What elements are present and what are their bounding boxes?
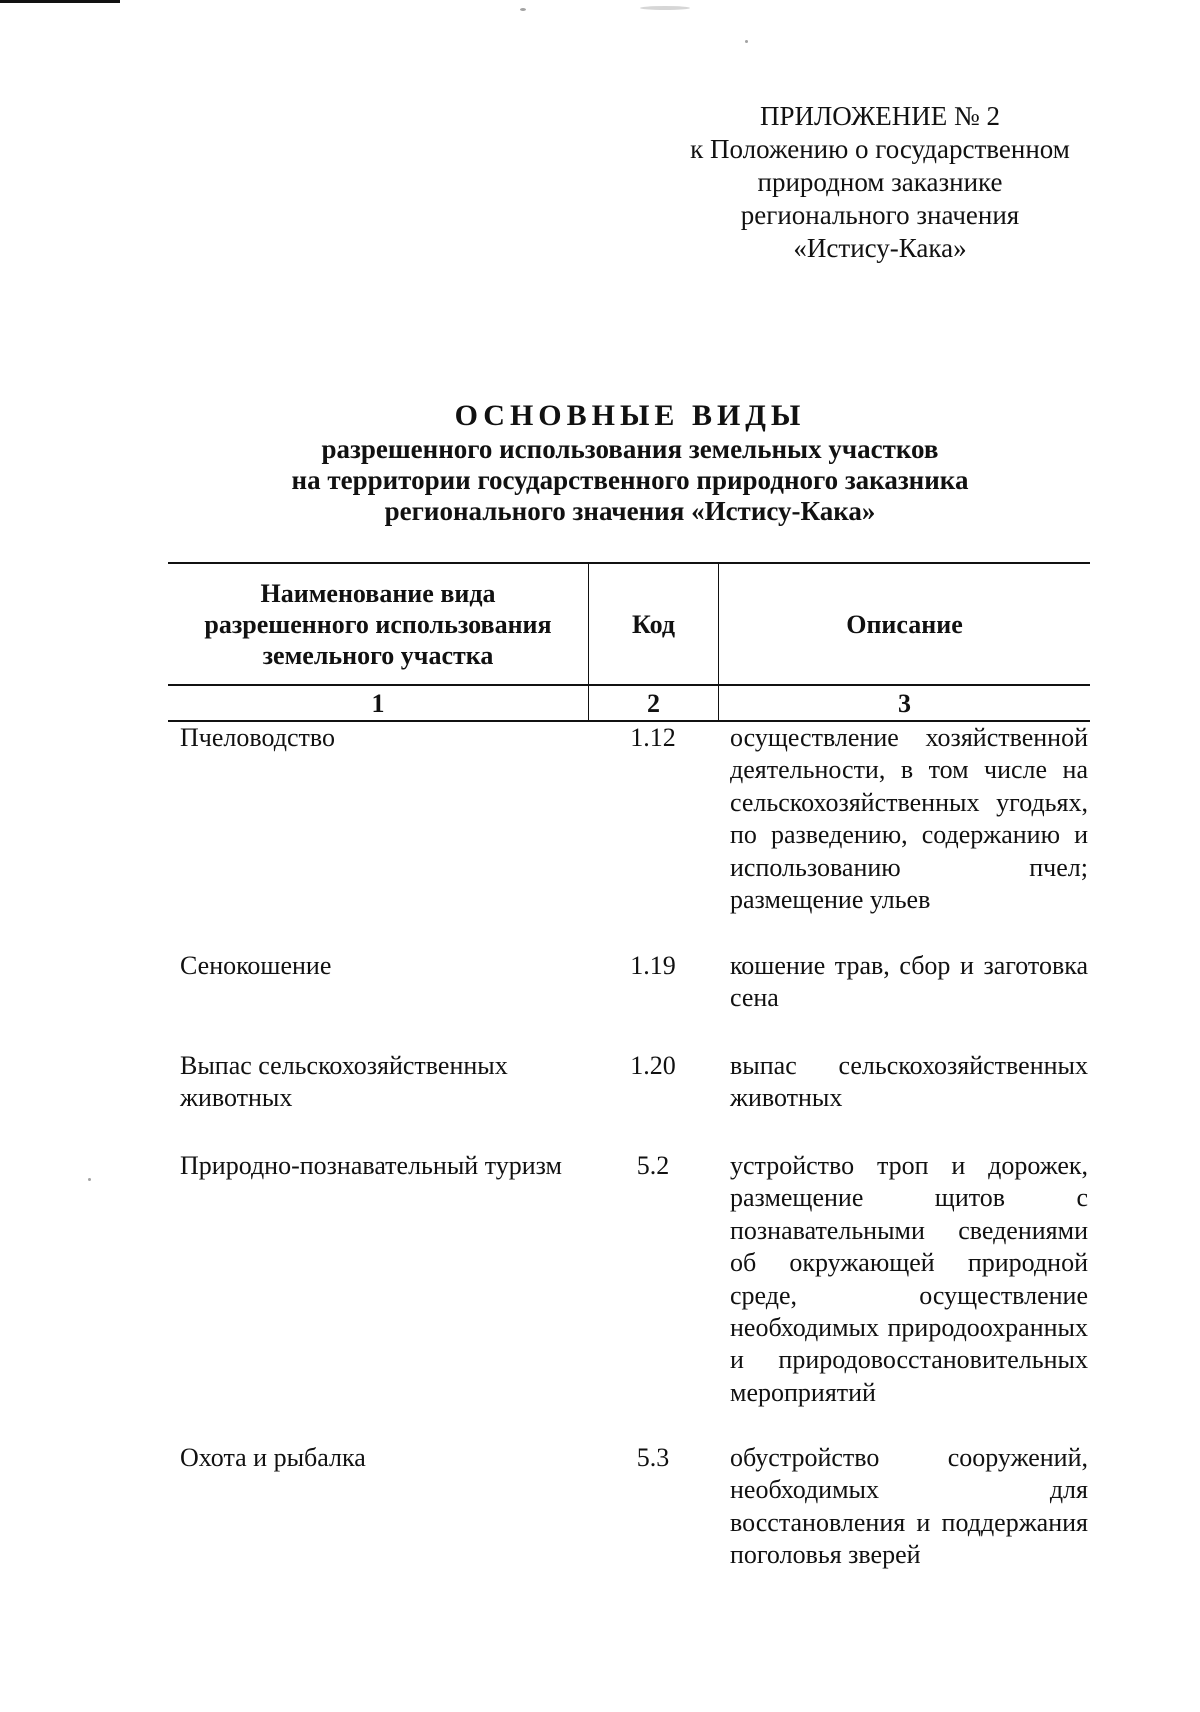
row-description: устройство троп и дорожек, размещение щитов с познавательными сведениями об окружающей природной среде, осуществление необходимых природоохранных и природовосстановительных мероприятий: [730, 1151, 1088, 1407]
row-code: 1.19: [630, 951, 676, 980]
row-name: Пчеловодство: [180, 723, 335, 752]
column-number: 1: [371, 688, 385, 718]
header-description: Описание: [718, 564, 1090, 684]
annex-reference: регионального значения: [740, 200, 1020, 230]
table-row: [168, 722, 1090, 916]
row-description: кошение трав, сбор и заготовка сена: [730, 951, 1088, 1013]
column-number: 2: [588, 686, 718, 720]
title-subline: разрешенного использования земельных участков: [321, 434, 939, 464]
header-name-line: Наименование вида: [260, 578, 496, 608]
annex-reserve-name: «Истису-Кака»: [793, 233, 967, 263]
annex-number: ПРИЛОЖЕНИЕ № 2: [759, 101, 1001, 131]
scan-speck: [88, 1178, 91, 1181]
row-name: Выпас сельскохозяйственных животных: [180, 1051, 508, 1113]
annex-reference: к Положению о государственном: [690, 134, 1070, 164]
title-main: ОСНОВНЫЕ ВИДЫ: [454, 399, 806, 432]
row-description: обустройство сооружений, необходимых для восстановления и поддержания поголовья зверей: [730, 1443, 1088, 1570]
row-name: Охота и рыбалка: [180, 1443, 366, 1472]
row-description: осуществление хозяйственной деятельности, в том числе на сельскохозяйственных угодьях, по разведению, содержанию и использованию пчел; размещение ульев: [730, 723, 1088, 915]
scan-speck: [520, 8, 526, 11]
row-description: выпас сельскохозяйственных животных: [730, 1051, 1088, 1113]
row-code: 1.12: [630, 723, 676, 752]
row-name: Природно-познавательный туризм: [180, 1151, 563, 1180]
scan-speck: [745, 40, 748, 43]
land-use-table: [168, 562, 1090, 722]
document-title: [160, 398, 1100, 527]
header-name: [168, 564, 588, 684]
scan-speck: [640, 6, 690, 10]
title-subline: регионального значения «Истису-Кака»: [384, 496, 876, 526]
table-row: [168, 1150, 1090, 1409]
column-number: 3: [718, 686, 1090, 720]
row-name: Сенокошение: [180, 951, 332, 980]
header-name-line: разрешенного использования: [204, 609, 552, 639]
scan-edge-line: [0, 0, 120, 3]
header-name-line: земельного участка: [262, 640, 494, 670]
column-number-row: [168, 686, 1090, 722]
table-row: [168, 1442, 1090, 1572]
annex-header: [600, 100, 1160, 265]
annex-reference: природном заказнике: [757, 167, 1003, 197]
table-row: [168, 1050, 1090, 1115]
row-code: 1.20: [630, 1051, 676, 1080]
row-code: 5.2: [636, 1151, 670, 1180]
table-header: [168, 562, 1090, 686]
title-subline: на территории государственного природного заказника: [291, 465, 969, 495]
row-code: 5.3: [636, 1443, 670, 1472]
header-code: Код: [588, 564, 718, 684]
table-row: [168, 950, 1090, 1015]
